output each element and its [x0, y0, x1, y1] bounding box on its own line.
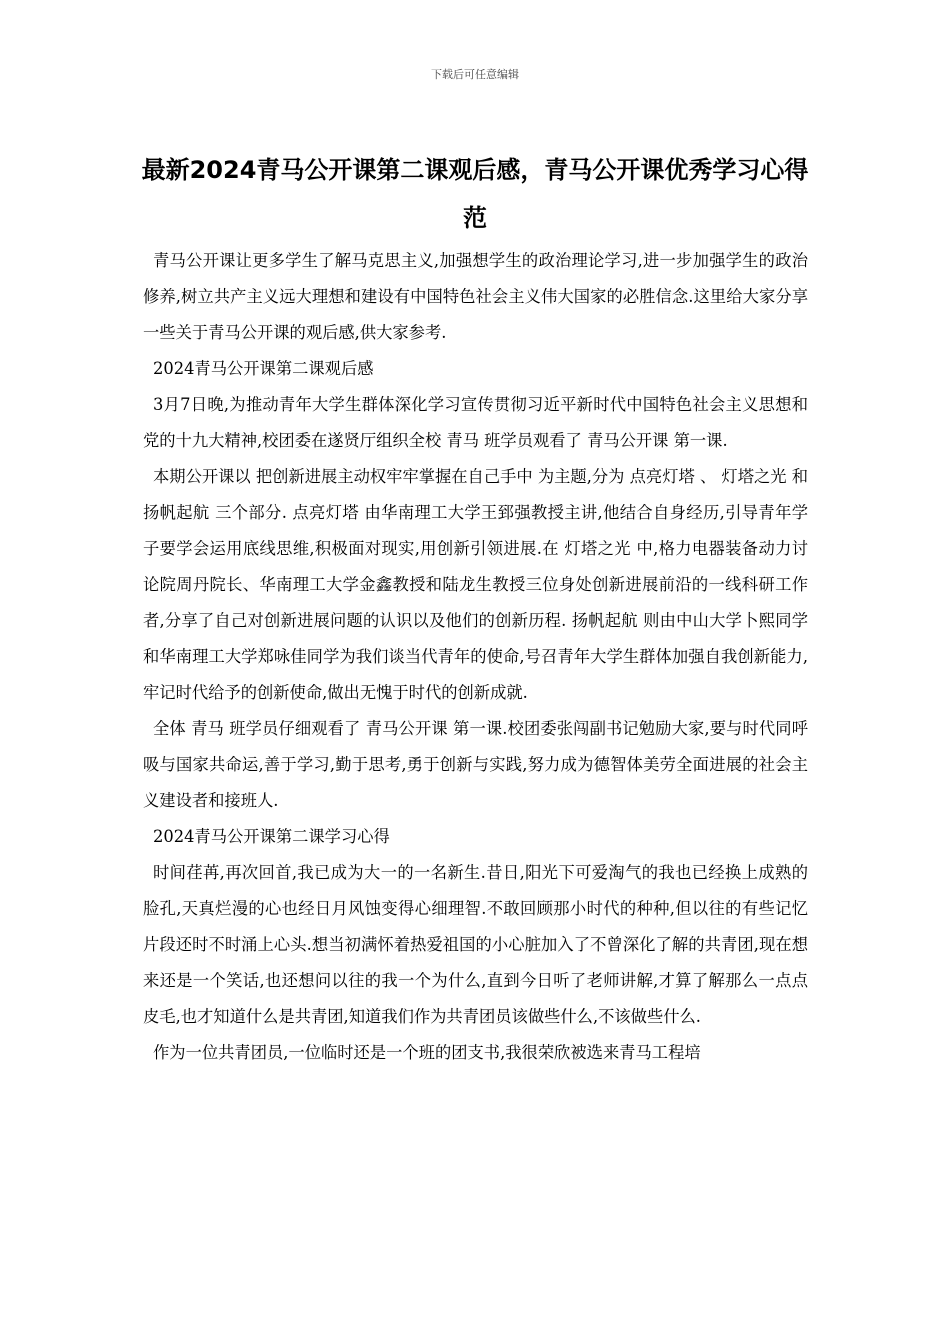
section-heading-review: 2024青马公开课第二课观后感 [153, 359, 374, 378]
body-paragraph: 3月7日晚,为推动青年大学生群体深化学习宣传贯彻习近平新时代中国特色社会主义思想和党的十九大精神,校团委在遂贤厅组织全校 青马 班学员观看了 青马公开课 第一课. [143, 395, 808, 450]
body-paragraph: 作为一位共青团员,一位临时还是一个班的团支书,我很荣欣被选来青马工程培 [153, 1043, 701, 1062]
page-header-note: 下载后可任意编辑 [431, 68, 519, 81]
document-body [143, 243, 808, 1071]
body-paragraph: 本期公开课以 把创新进展主动权牢牢掌握在自己手中 为主题,分为 点亮灯塔 、 灯塔之光 和 扬帆起航 三个部分. 点亮灯塔 由华南理工大学王郅强教授主讲,他结合自身经历,引导青年学子要学会运用底线思维,积极面对现实,用创新引领进展.在 灯塔之光 中,格力电器装备动力讨论院周丹院长、华南理工大学金鑫教授和陆龙生教授三位身处创新进展前沿的一线科研工作者,分享了自己对创新进展问题的认识以及他们的创新历程. 扬帆起航 则由中山大学卜熙同学和华南理工大学郑咏佳同学为我们谈当代青年的使命,号召青年大学生群体加强自我创新能力,牢记时代给予的创新使命,做出无愧于时代的创新成就. [143, 467, 808, 702]
section-heading-reflection: 2024青马公开课第二课学习心得 [153, 827, 390, 846]
document-title: 最新2024青马公开课第二课观后感，青马公开课优秀学习心得范 [141, 156, 809, 232]
intro-paragraph: 青马公开课让更多学生了解马克思主义,加强想学生的政治理论学习,进一步加强学生的政治修养,树立共产主义远大理想和建设有中国特色社会主义伟大国家的必胜信念.这里给大家分享一些关于青马公开课的观后感,供大家参考. [143, 251, 808, 342]
body-paragraph: 时间荏苒,再次回首,我已成为大一的一名新生.昔日,阳光下可爱淘气的我也已经换上成熟的脸孔,天真烂漫的心也经日月风蚀变得心细理智.不敢回顾那小时代的种种,但以往的有些记忆片段还时不时涌上心头.想当初满怀着热爱祖国的小心脏加入了不曾深化了解的共青团,现在想来还是一个笑话,也还想问以往的我一个为什么,直到今日听了老师讲解,才算了解那么一点点皮毛,也才知道什么是共青团,知道我们作为共青团员该做些什么,不该做些什么. [143, 863, 808, 1026]
body-paragraph: 全体 青马 班学员仔细观看了 青马公开课 第一课.校团委张闯副书记勉励大家,要与时代同呼吸与国家共命运,善于学习,勤于思考,勇于创新与实践,努力成为德智体美劳全面进展的社会主义建设者和接班人. [143, 719, 808, 810]
